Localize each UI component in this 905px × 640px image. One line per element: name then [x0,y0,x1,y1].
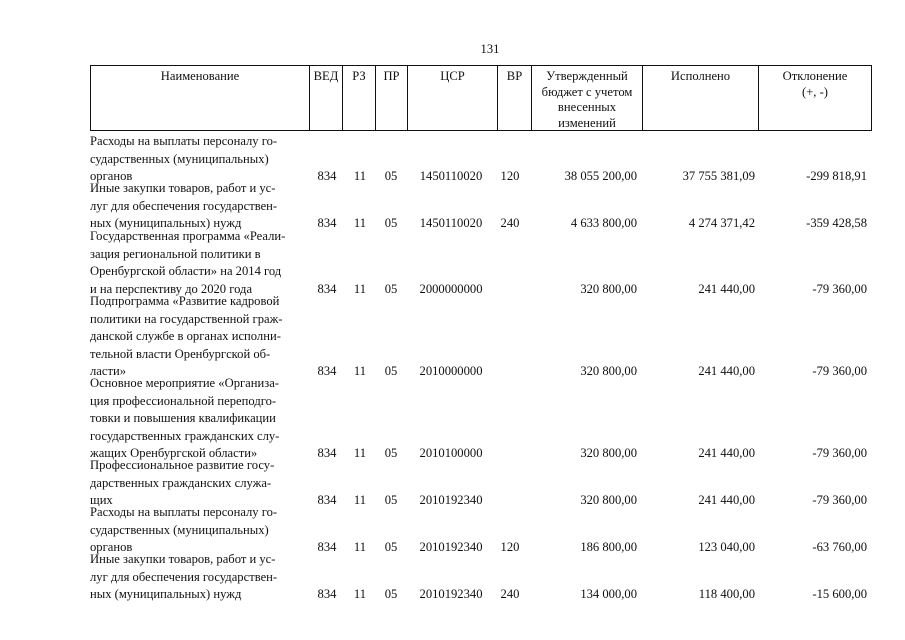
header-ved [310,66,343,130]
table-row [90,133,872,186]
header-deviation [759,66,871,130]
table-row [90,551,872,604]
cell-csr: 1450110020 [419,169,483,184]
cell-ved: 834 [317,587,337,602]
row-name-line: зация региональной политики в [90,246,261,261]
cell-rz: 11 [353,540,367,555]
header-rz [343,66,376,130]
row-name-line: органов [90,540,133,555]
row-name-line: тельной власти Оренбургской об- [90,346,271,361]
cell-rz: 11 [353,282,367,297]
header-executed-label: Исполнено [670,69,731,83]
cell-ved: 834 [317,364,337,379]
row-name-line: ция профессиональной переподго- [90,393,277,408]
header-deviation-line: (+, -) [802,84,828,99]
header-ved-label: ВЕД [313,69,339,83]
cell-deviation: -79 360,00 [812,493,867,508]
cell-ved: 834 [317,446,337,461]
row-name [90,375,312,463]
cell-executed: 123 040,00 [698,540,755,555]
header-budget-line: изменений [558,115,616,130]
table-row [90,457,872,510]
cell-pr: 05 [384,169,398,184]
cell-pr: 05 [384,493,398,508]
header-budget-line: бюджет с учетом [541,84,633,99]
cell-ved: 834 [317,282,337,297]
cell-vr: 120 [500,169,520,184]
cell-pr: 05 [384,540,398,555]
row-name [90,293,312,381]
cell-ved: 834 [317,169,337,184]
cell-deviation: -63 760,00 [812,540,867,555]
row-name-line: политики на государственной граж- [90,311,283,326]
cell-budget: 320 800,00 [580,446,637,461]
cell-csr: 2000000000 [419,282,483,297]
row-name-line: дарственных гражданских служа- [90,475,272,490]
header-budget-line: внесенных [557,100,617,114]
cell-budget: 38 055 200,00 [564,169,637,184]
cell-csr: 2010000000 [419,364,483,379]
row-name-line: товки и повышения квалификации [90,411,276,426]
row-name-line: сударственных (муниципальных) [90,151,269,166]
header-csr [408,66,498,130]
row-name [90,551,312,604]
header-executed [643,66,759,130]
cell-budget: 320 800,00 [580,364,637,379]
row-name [90,133,312,186]
header-rz-label: РЗ [352,69,366,83]
cell-deviation: -79 360,00 [812,282,867,297]
row-name [90,228,312,298]
row-name-line: Расходы на выплаты персоналу го- [90,134,278,148]
cell-csr: 2010192340 [419,493,483,508]
header-pr [376,66,408,130]
header-name [91,66,310,130]
cell-budget: 186 800,00 [580,540,637,555]
cell-csr: 1450110020 [419,216,483,231]
cell-rz: 11 [353,446,367,461]
cell-executed: 241 440,00 [698,364,755,379]
table-header [90,65,872,131]
cell-rz: 11 [353,169,367,184]
cell-csr: 2010192340 [419,540,483,555]
row-name-line: ных (муниципальных) нужд [90,587,242,602]
cell-deviation: -79 360,00 [812,364,867,379]
row-name-line: Иные закупки товаров, работ и ус- [90,181,276,195]
row-name [90,504,312,557]
cell-executed: 241 440,00 [698,282,755,297]
cell-pr: 05 [384,587,398,602]
cell-rz: 11 [353,493,367,508]
cell-executed: 241 440,00 [698,493,755,508]
cell-executed: 4 274 371,42 [688,216,755,231]
row-name-line: ных (муниципальных) нужд [90,216,242,231]
row-name [90,457,312,510]
cell-deviation: -15 600,00 [812,587,867,602]
cell-pr: 05 [384,364,398,379]
row-name-line: луг для обеспечения государствен- [90,198,278,213]
row-name-line: данской службе в органах исполни- [90,329,281,344]
row-name [90,180,312,233]
row-name-line: луг для обеспечения государствен- [90,569,278,584]
row-name-line: ласти» [90,364,127,379]
cell-deviation: -359 428,58 [806,216,867,231]
cell-vr: 240 [500,216,520,231]
cell-csr: 2010192340 [419,587,483,602]
header-name-label: Наименование [160,69,240,83]
cell-budget: 320 800,00 [580,282,637,297]
header-pr-label: ПР [383,69,400,83]
cell-executed: 241 440,00 [698,446,755,461]
cell-budget: 320 800,00 [580,493,637,508]
table-row [90,180,872,233]
row-name-line: Государственная программа «Реали- [90,229,286,243]
cell-rz: 11 [353,587,367,602]
row-name-line: Профессиональное развитие госу- [90,458,275,472]
row-name-line: Иные закупки товаров, работ и ус- [90,552,276,566]
cell-vr: 120 [500,540,520,555]
header-csr-label: ЦСР [440,69,465,83]
cell-pr: 05 [384,216,398,231]
row-name-line: жащих Оренбургской области» [90,446,258,461]
cell-rz: 11 [353,216,367,231]
table-row [90,228,872,299]
table-row [90,375,872,463]
cell-pr: 05 [384,446,398,461]
row-name-line: и на перспективу до 2020 года [90,281,253,296]
header-budget-line: Утвержденный [546,69,628,83]
table-row [90,293,872,381]
cell-pr: 05 [384,282,398,297]
table-row [90,504,872,557]
page-number: 131 [480,42,500,56]
header-deviation-line: Отклонение [782,69,848,83]
cell-rz: 11 [353,364,367,379]
row-name-line: Подпрограмма «Развитие кадровой [90,294,280,308]
cell-ved: 834 [317,540,337,555]
cell-vr: 240 [500,587,520,602]
row-name-line: щих [90,493,113,508]
row-name-line: государственных гражданских слу- [90,428,280,443]
row-name-line: Основное мероприятие «Организа- [90,376,279,390]
cell-budget: 4 633 800,00 [570,216,637,231]
cell-executed: 118 400,00 [698,587,755,602]
cell-deviation: -299 818,91 [806,169,867,184]
cell-budget: 134 000,00 [580,587,637,602]
cell-deviation: -79 360,00 [812,446,867,461]
header-vr [498,66,532,130]
cell-ved: 834 [317,216,337,231]
row-name-line: сударственных (муниципальных) [90,522,269,537]
cell-ved: 834 [317,493,337,508]
header-budget [532,66,643,130]
row-name-line: Оренбургской области» на 2014 год [90,264,282,279]
cell-csr: 2010100000 [419,446,483,461]
header-vr-label: ВР [506,69,523,83]
cell-executed: 37 755 381,09 [682,169,755,184]
row-name-line: Расходы на выплаты персоналу го- [90,505,278,519]
row-name-line: органов [90,169,133,184]
